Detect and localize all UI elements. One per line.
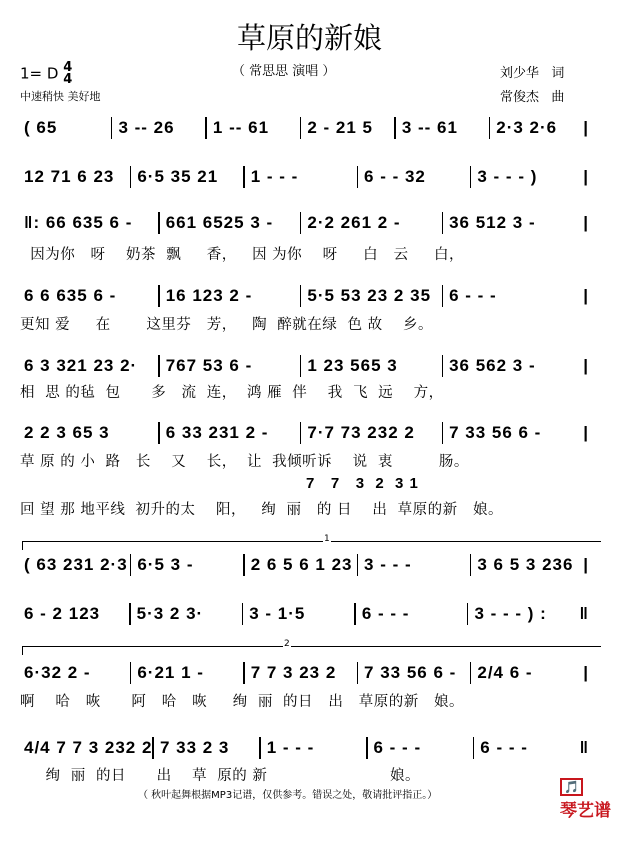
measure: 7 7 3 23 2 — [250, 663, 337, 682]
lyric-line: 啊 哈 咴 阿 哈 咴 绚 丽 的日 出 草原的新 娘。 — [20, 694, 465, 710]
measure: 6 6 635 6 - — [24, 286, 117, 305]
measure: ( 65 — [24, 118, 58, 137]
measure: 767 53 6 - — [165, 356, 253, 375]
time-sig-top: 4 — [63, 60, 73, 75]
singer-credit: （ 常思思 演唱 ） — [232, 64, 336, 79]
measure: 1 - - - — [266, 738, 315, 757]
volta-bracket — [22, 534, 601, 550]
measure: 6 - - 32 — [364, 167, 426, 186]
measure: 7 33 56 6 - — [364, 663, 457, 682]
lyric-line: 绚 丽 的日 出 草 原的 新 娘。 — [20, 768, 421, 784]
measure: 6 - 2 123 — [24, 604, 101, 623]
measure: 3 - - - ) : — [474, 604, 547, 623]
measure: 7 33 2 3 — [159, 738, 230, 757]
end-barline: | — [583, 118, 588, 137]
notation-row — [18, 602, 588, 626]
measure: 2 6 5 6 1 23 — [250, 555, 353, 574]
tempo-marking: 中速稍快 美好地 — [20, 90, 101, 103]
notation-row — [18, 354, 588, 378]
measure: 5·3 2 3· — [136, 604, 204, 623]
composer-credit: 常俊杰 曲 — [500, 90, 565, 105]
measure: 1 -- 61 — [212, 118, 270, 137]
lyric-line: 草 原 的 小 路 长 又 长， 让 我倾听诉 说 衷 肠。 — [20, 454, 469, 470]
measure: 2 - 21 5 — [307, 118, 374, 137]
measure: 1 - - - — [250, 167, 299, 186]
notation-row — [18, 661, 588, 685]
end-barline: | — [583, 286, 589, 305]
measure: 1 23 565 3 — [307, 356, 398, 375]
notation-row — [18, 211, 588, 235]
time-signature — [63, 62, 72, 86]
measure: 3 -- 26 — [118, 118, 175, 137]
song-title: 草原的新娘 — [236, 21, 382, 55]
end-barline: | — [583, 213, 589, 232]
end-barline: | — [583, 356, 589, 375]
volta-bracket — [22, 639, 601, 655]
lyric-line: 相 思 的毡 包 多 流 连， 鸿 雁 伴 我 飞 远 方， — [20, 385, 444, 401]
volta-number: 1 — [324, 534, 330, 544]
measure: 6·32 2 - — [24, 663, 91, 682]
measure: 6·21 1 - — [137, 663, 204, 682]
end-barline: | — [583, 555, 588, 574]
logo-text: 琴艺谱 — [560, 801, 611, 821]
measure: 6 - - - — [361, 604, 410, 623]
measure: 6 33 231 2 - — [165, 423, 269, 442]
measure: 3 - - - ) — [477, 167, 538, 186]
measure: 4/4 7 7 3 232 2 — [24, 738, 153, 757]
measure: 3 - - - — [364, 555, 412, 574]
measure: 2·3 2·6 — [496, 118, 558, 137]
measure: 7 33 56 6 - — [449, 423, 542, 442]
measure: 5·5 53 23 2 35 — [307, 286, 432, 305]
measure: 12 71 6 23 — [24, 167, 115, 186]
notation-row — [18, 421, 588, 445]
measure: 6·5 3 - — [137, 555, 194, 574]
measure: 2/4 6 - — [477, 663, 533, 682]
key-signature — [20, 62, 72, 86]
measure: 16 123 2 - — [165, 286, 253, 305]
notation-row — [18, 553, 588, 577]
end-barline: ‖ — [579, 604, 589, 623]
end-barline: | — [583, 663, 588, 682]
measure: 2·2 261 2 - — [307, 213, 401, 232]
volta-number: 2 — [284, 639, 290, 649]
notation-row — [18, 736, 588, 760]
key-label: 1= D — [20, 64, 59, 83]
notation-row — [18, 116, 588, 140]
lyric-line: 回 望 那 地平线 初升的太 阳， 绚 丽 的 日 出 草原的新 娘。 — [20, 502, 503, 518]
measure: 6·5 35 21 — [137, 167, 219, 186]
alternate-notes: 7 7 3 2 3 1 — [306, 475, 419, 492]
measure: 7·7 73 232 2 — [307, 423, 415, 442]
measure: 6 - - - — [373, 738, 422, 757]
measure: 6 - - - — [480, 738, 528, 757]
measure: 6 - - - — [449, 286, 497, 305]
measure: 3 -- 61 — [401, 118, 458, 137]
end-barline: | — [583, 167, 588, 186]
lyric-line: 因为你 呀 奶茶 飘 香， 因 为你 呀 白 云 白， — [20, 247, 465, 263]
measure: 6 3 321 23 2· — [24, 356, 138, 375]
lyricist-credit: 刘少华 词 — [500, 66, 565, 81]
measure: 3 - 1·5 — [249, 604, 306, 623]
measure: 2 2 3 65 3 — [24, 423, 110, 442]
site-logo — [536, 756, 611, 841]
logo-icon: 🎵 — [560, 778, 583, 796]
notation-row — [18, 165, 588, 189]
measure: 3 6 5 3 236 — [477, 555, 574, 574]
measure: 661 6525 3 - — [165, 213, 274, 232]
time-sig-bottom: 4 — [63, 72, 73, 87]
notation-row — [18, 284, 588, 308]
end-barline: | — [583, 423, 589, 442]
measure: 36 562 3 - — [449, 356, 536, 375]
measure: 36 512 3 - — [449, 213, 536, 232]
lyric-line: 更知 爱 在 这里芬 芳， 陶 醉就在绿 色 故 乡。 — [20, 317, 434, 333]
end-barline: ‖ — [579, 738, 589, 757]
measure: ‖: 66 635 6 - — [24, 213, 133, 232]
measure: ( 63 231 2·3 — [24, 555, 128, 574]
footnote: （ 秋叶起舞根据MP3记谱，仅供参考。错误之处，敬请批评指正。） — [138, 790, 438, 801]
